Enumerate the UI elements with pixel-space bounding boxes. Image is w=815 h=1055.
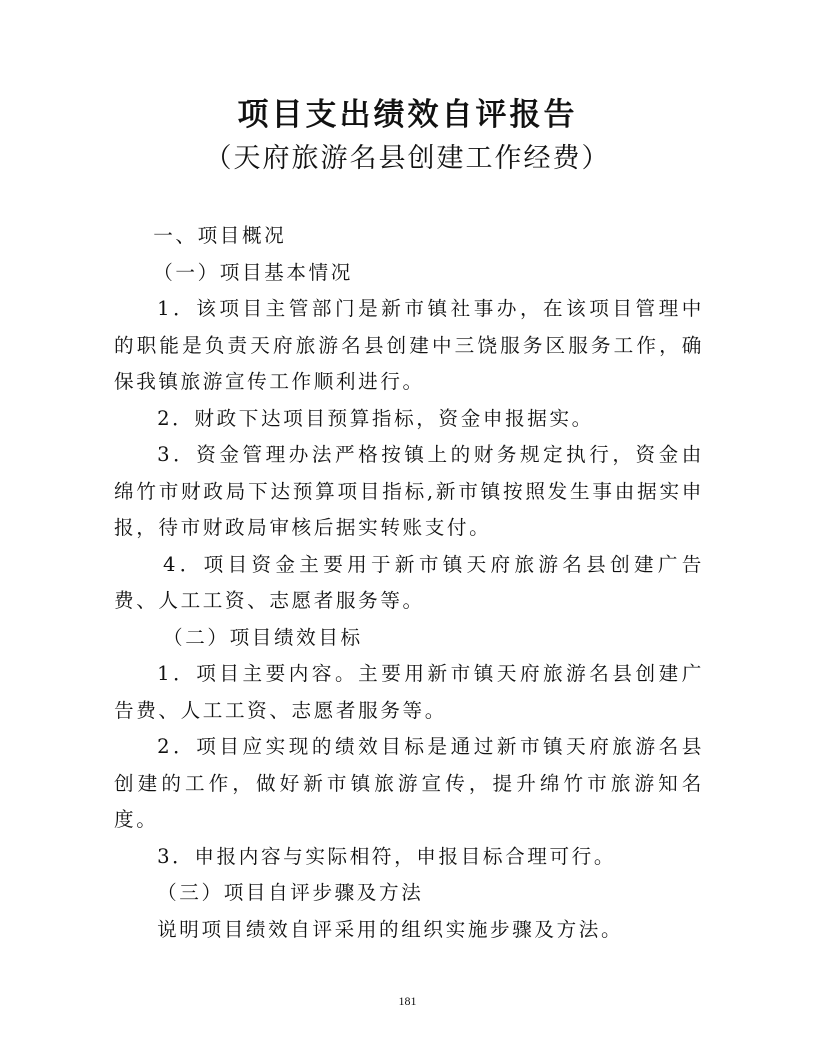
section-heading-project-overview: 一、项目概况: [153, 224, 287, 247]
paragraph-goal-1: 1．项目主要内容。主要用新市镇天府旅游名县创建广告费、人工工资、志愿者服务等。: [114, 662, 704, 722]
paragraph-item-3: 3．资金管理办法严格按镇上的财务规定执行，资金由绵竹市财政局下达预算项目指标,新市镇按照发生事由据实申报，待市财政局审核后据实转账支付。: [114, 443, 704, 539]
paragraph-goal-3: 3．申报内容与实际相符，申报目标合理可行。: [157, 844, 617, 868]
paragraph-evaluation-method: 说明项目绩效自评采用的组织实施步骤及方法。: [157, 917, 624, 941]
document-subtitle: （天府旅游名县创建工作经费）: [204, 143, 611, 174]
subsection-heading-performance-goals: （二）项目绩效目标: [163, 625, 363, 649]
paragraph-item-2: 2．财政下达项目预算指标，资金申报据实。: [157, 406, 594, 430]
document-body: [114, 218, 704, 948]
paragraph-item-4: 4．项目资金主要用于新市镇天府旅游名县创建广告费、人工工资、志愿者服务等。: [114, 552, 704, 612]
subsection-heading-basic-info: （一）项目基本情况: [153, 260, 353, 284]
page-number: 181: [398, 994, 417, 1008]
document-title: 项目支出绩效自评报告: [237, 97, 578, 133]
paragraph-item-1: 1．该项目主管部门是新市镇社事办，在该项目管理中的职能是负责天府旅游名县创建中三饶服务区服务工作，确保我镇旅游宣传工作顺利进行。: [114, 297, 704, 393]
paragraph-goal-2: 2．项目应实现的绩效目标是通过新市镇天府旅游名县创建的工作，做好新市镇旅游宣传，提升绵竹市旅游知名度。: [114, 735, 704, 831]
subsection-heading-evaluation-steps: （三）项目自评步骤及方法: [157, 881, 424, 904]
